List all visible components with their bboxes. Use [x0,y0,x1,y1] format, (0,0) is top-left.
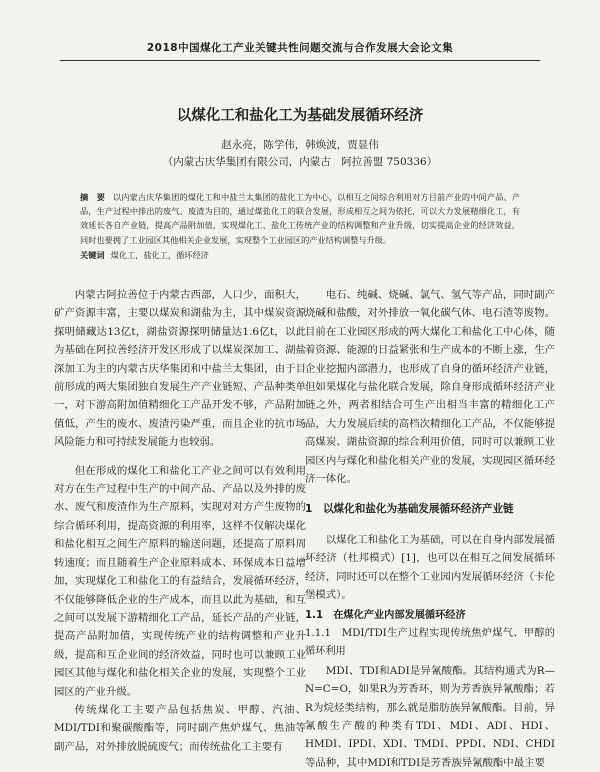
section-heading-1: 1 以煤化和盐化为基础发展循环经济产业链 [305,503,514,516]
left-paragraph-1: 内蒙古阿拉善位于内蒙古西部，人口少，面积大，矿产资源丰富，主要以煤炭和湖盐为主，其中煤炭资源探明储藏达13亿t，湖盐资源探明储量达1.6亿t，以此为基础在阿拉善经济开发区形成了以煤炭深加工、湖盐深加工为主的内蒙古庆华集团和中盐兰太集团，由于目前形成的两大集团独自发展生产产业链短、产品种类单一，对下游高附加值精细化工产品开发不够，产品附加值低，产生的废水、废渣污染严重，而且企业的抗市场风险能力和可持续发展能力也较弱。 [54,289,306,449]
section-heading-1-1: 1.1 在煤化产业内部发展循环经济 [305,609,466,621]
right-paragraph-2: 以煤化工和盐化工为基础，可以在自身内部发展循环经济（杜邦模式）[1]，也可以在相互之间发展循环经济，同时还可以在整个工业园内发展循环经济（卡伦堡模式）。 [305,533,555,602]
abstract [80,190,520,247]
right-column [305,286,555,772]
left-column [54,286,306,756]
left-paragraph-3: 传统煤化工主要产品包括焦炭、甲醇、汽油、MDI/TDI和聚碳酸酯等，同时副产焦炉煤气、焦油等副产品，对外排放脱硫废气；而传统盐化工主要有 [54,703,306,753]
right-paragraph-1: 电石、纯碱、烧碱、氯气、氢气等产品，同时副产烧碱和盐酸，对外排放一氧化碳气体、电石渣等废物。目前在工业园区形成的两大煤化工和盐化工中心体，随着资源、能源的日益紧张和生产成本的不断上涨，生产企业挖掘内部潜力，也形成了自身的循环经济产业链，但如果煤化与盐化联合发展，除自身形成循环经济产业链之外，两者相结合可生产出相当丰富的精细化工产品，大力发展后续的高档次精细化工产品，不仅能够提高煤炭、湖盐资源的综合利用价值，同时可以兼顾工业园区内与煤化和盐化相关产业的发展，实现园区循环经济一体化。 [305,289,555,486]
header-rule [60,60,540,61]
paper-authors: 赵永亮，陈学伟，韩焕波，贾显伟 [221,139,379,151]
paper-title: 以煤化工和盐化工为基础发展循环经济 [176,108,424,124]
section-heading-1-1-1: 1.1.1 MDI/TDI生产过程实现传统焦炉煤气、甲醇的循环利用 [305,627,555,658]
running-head: 2018中国煤化工产业关键共性问题交流与合作发展大会论文集 [146,42,454,54]
keywords-text: 煤化工，盐化工，循环经济 [110,250,209,260]
abstract-label: 摘 要 [80,192,105,202]
abstract-text: 以内蒙古庆华集团的煤化工和中盐兰太集团的盐化工为中心，以相互之间综合利用对方目前产业的中间产品、产品，生产过程中排出的废气、废渣为目的，通过煤盐化工的联合发展，形成相互之间为依托，可以大力发展精细化工，有效延长各自产业链，提高产品附加值，实现煤化工、盐化工传统产业的结构调整和产业升级，切实提高企业的经济效益，同时也要拥了工业园区其他相关企业发展，实现整个工业园区的产业结构调整与升级。 [80,192,520,245]
left-paragraph-2: 但在形成的煤化工和盐化工产业之间可以有效利用对方在生产过程中生产的中间产品、产品以及外排的废水、废气和废渣作为生产原料，实现对对方产生废物的综合循环利用，提高资源的利用率，这样不仅解决煤化和盐化相互之间生产原料的输送问题，还提高了原料周转速度；而且随着生产企业原料成本、环保成本日益增加，实现煤化工和盐化工的有益结合，发展循环经济，不仅能够降低企业的生产成本，而且以此为基础，和互之间可以发展下游精细化工产品，延长产品的产业链，提高产品附加值，实现传统产业的结构调整和产业升级，提高和互企业间的经济效益，同时也可以兼顾工业园区其他与煤化和盐化相关企业的发展，实现整个工业园区的产业升级。 [54,464,306,698]
keywords-label: 关键词 [80,250,105,260]
right-paragraph-3: MDI、TDI和ADI是异氰酸酯。其结构通式为R—N=C=O，如果R为芳香环，则为芳香族异氰酸酯；若R为烷烃类结构，那么就是脂肪族异氰酸酯。目前，异氰酸生产酸的种类有TDI、MDI、ADI、HDI、HMDI、IPDI、XDI、TMDI、PPDI、NDI、CHDI等品种，其中MDI和TDI是芳香族异氰酸酯中最主要 [305,664,555,769]
paper-affiliation: （内蒙古庆华集团有限公司，内蒙古 阿拉善盟 750336） [162,156,438,168]
keywords [80,250,520,261]
